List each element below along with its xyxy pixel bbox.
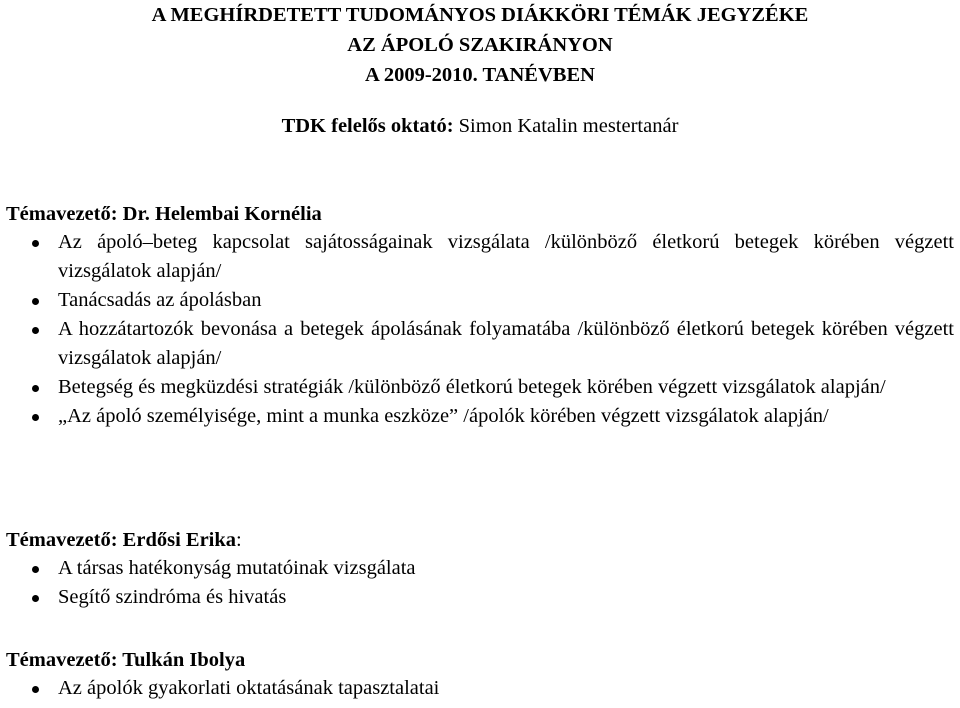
header-line-1: A MEGHÍRDETETT TUDOMÁNYOS DIÁKKÖRI TÉMÁK JEGYZÉKE	[151, 4, 809, 26]
supervisor-section-tulkan	[6, 646, 954, 703]
topic-list	[6, 554, 954, 612]
topic-text: Segítő szindróma és hivatás	[58, 586, 287, 608]
topic-text: Az ápoló–beteg kapcsolat sajátosságainak vizsgálata /különböző életkorú betegek körében végzett vizsgálatok alapján/	[58, 231, 954, 282]
bullet-icon	[30, 315, 40, 344]
list-item	[6, 402, 954, 431]
list-item	[6, 554, 954, 583]
document-header	[0, 0, 960, 90]
tdk-officer-label: TDK felelős oktató:	[281, 115, 454, 137]
supervisor-suffix: :	[236, 529, 242, 551]
list-item	[6, 286, 954, 315]
supervisor-name: Témavezető: Erdősi Erika	[6, 529, 237, 551]
topic-text: Tanácsadás az ápolásban	[58, 289, 262, 311]
tdk-officer-name: Simon Katalin mestertanár	[458, 115, 679, 137]
list-item	[6, 674, 954, 703]
list-item	[6, 228, 954, 286]
topic-text: Betegség és megküzdési stratégiák /különböző életkorú betegek körében végzett vizsgálatok alapján/	[58, 376, 886, 398]
topic-list	[6, 228, 954, 431]
supervisor-section-helembai	[6, 200, 954, 431]
supervisor-heading	[6, 646, 954, 674]
topic-text: A hozzátartozók bevonása a betegek ápolásának folyamatába /különböző életkorú betegek körében végzett vizsgálatok alapján/	[58, 318, 954, 369]
header-line-2: AZ ÁPOLÓ SZAKIRÁNYON	[347, 34, 613, 56]
bullet-icon	[30, 228, 40, 257]
bullet-icon	[30, 554, 40, 583]
bullet-icon	[30, 674, 40, 703]
bullet-icon	[30, 402, 40, 431]
topic-list	[6, 674, 954, 703]
supervisor-heading	[6, 200, 954, 228]
supervisor-heading	[6, 526, 954, 554]
list-item	[6, 373, 954, 402]
topic-text: A társas hatékonyság mutatóinak vizsgálata	[58, 557, 416, 579]
supervisor-name: Témavezető: Dr. Helembai Kornélia	[6, 203, 322, 225]
list-item	[6, 583, 954, 612]
bullet-icon	[30, 286, 40, 315]
bullet-icon	[30, 583, 40, 612]
header-line-3: A 2009-2010. TANÉVBEN	[365, 64, 595, 86]
supervisor-section-erdosi	[6, 526, 954, 612]
topic-text: Az ápolók gyakorlati oktatásának tapasztalatai	[58, 677, 440, 699]
list-item	[6, 315, 954, 373]
supervisor-name: Témavezető: Tulkán Ibolya	[6, 649, 246, 671]
bullet-icon	[30, 373, 40, 402]
tdk-officer	[0, 112, 960, 140]
topic-text: „Az ápoló személyisége, mint a munka eszköze” /ápolók körében végzett vizsgálatok alapján/	[58, 405, 829, 427]
